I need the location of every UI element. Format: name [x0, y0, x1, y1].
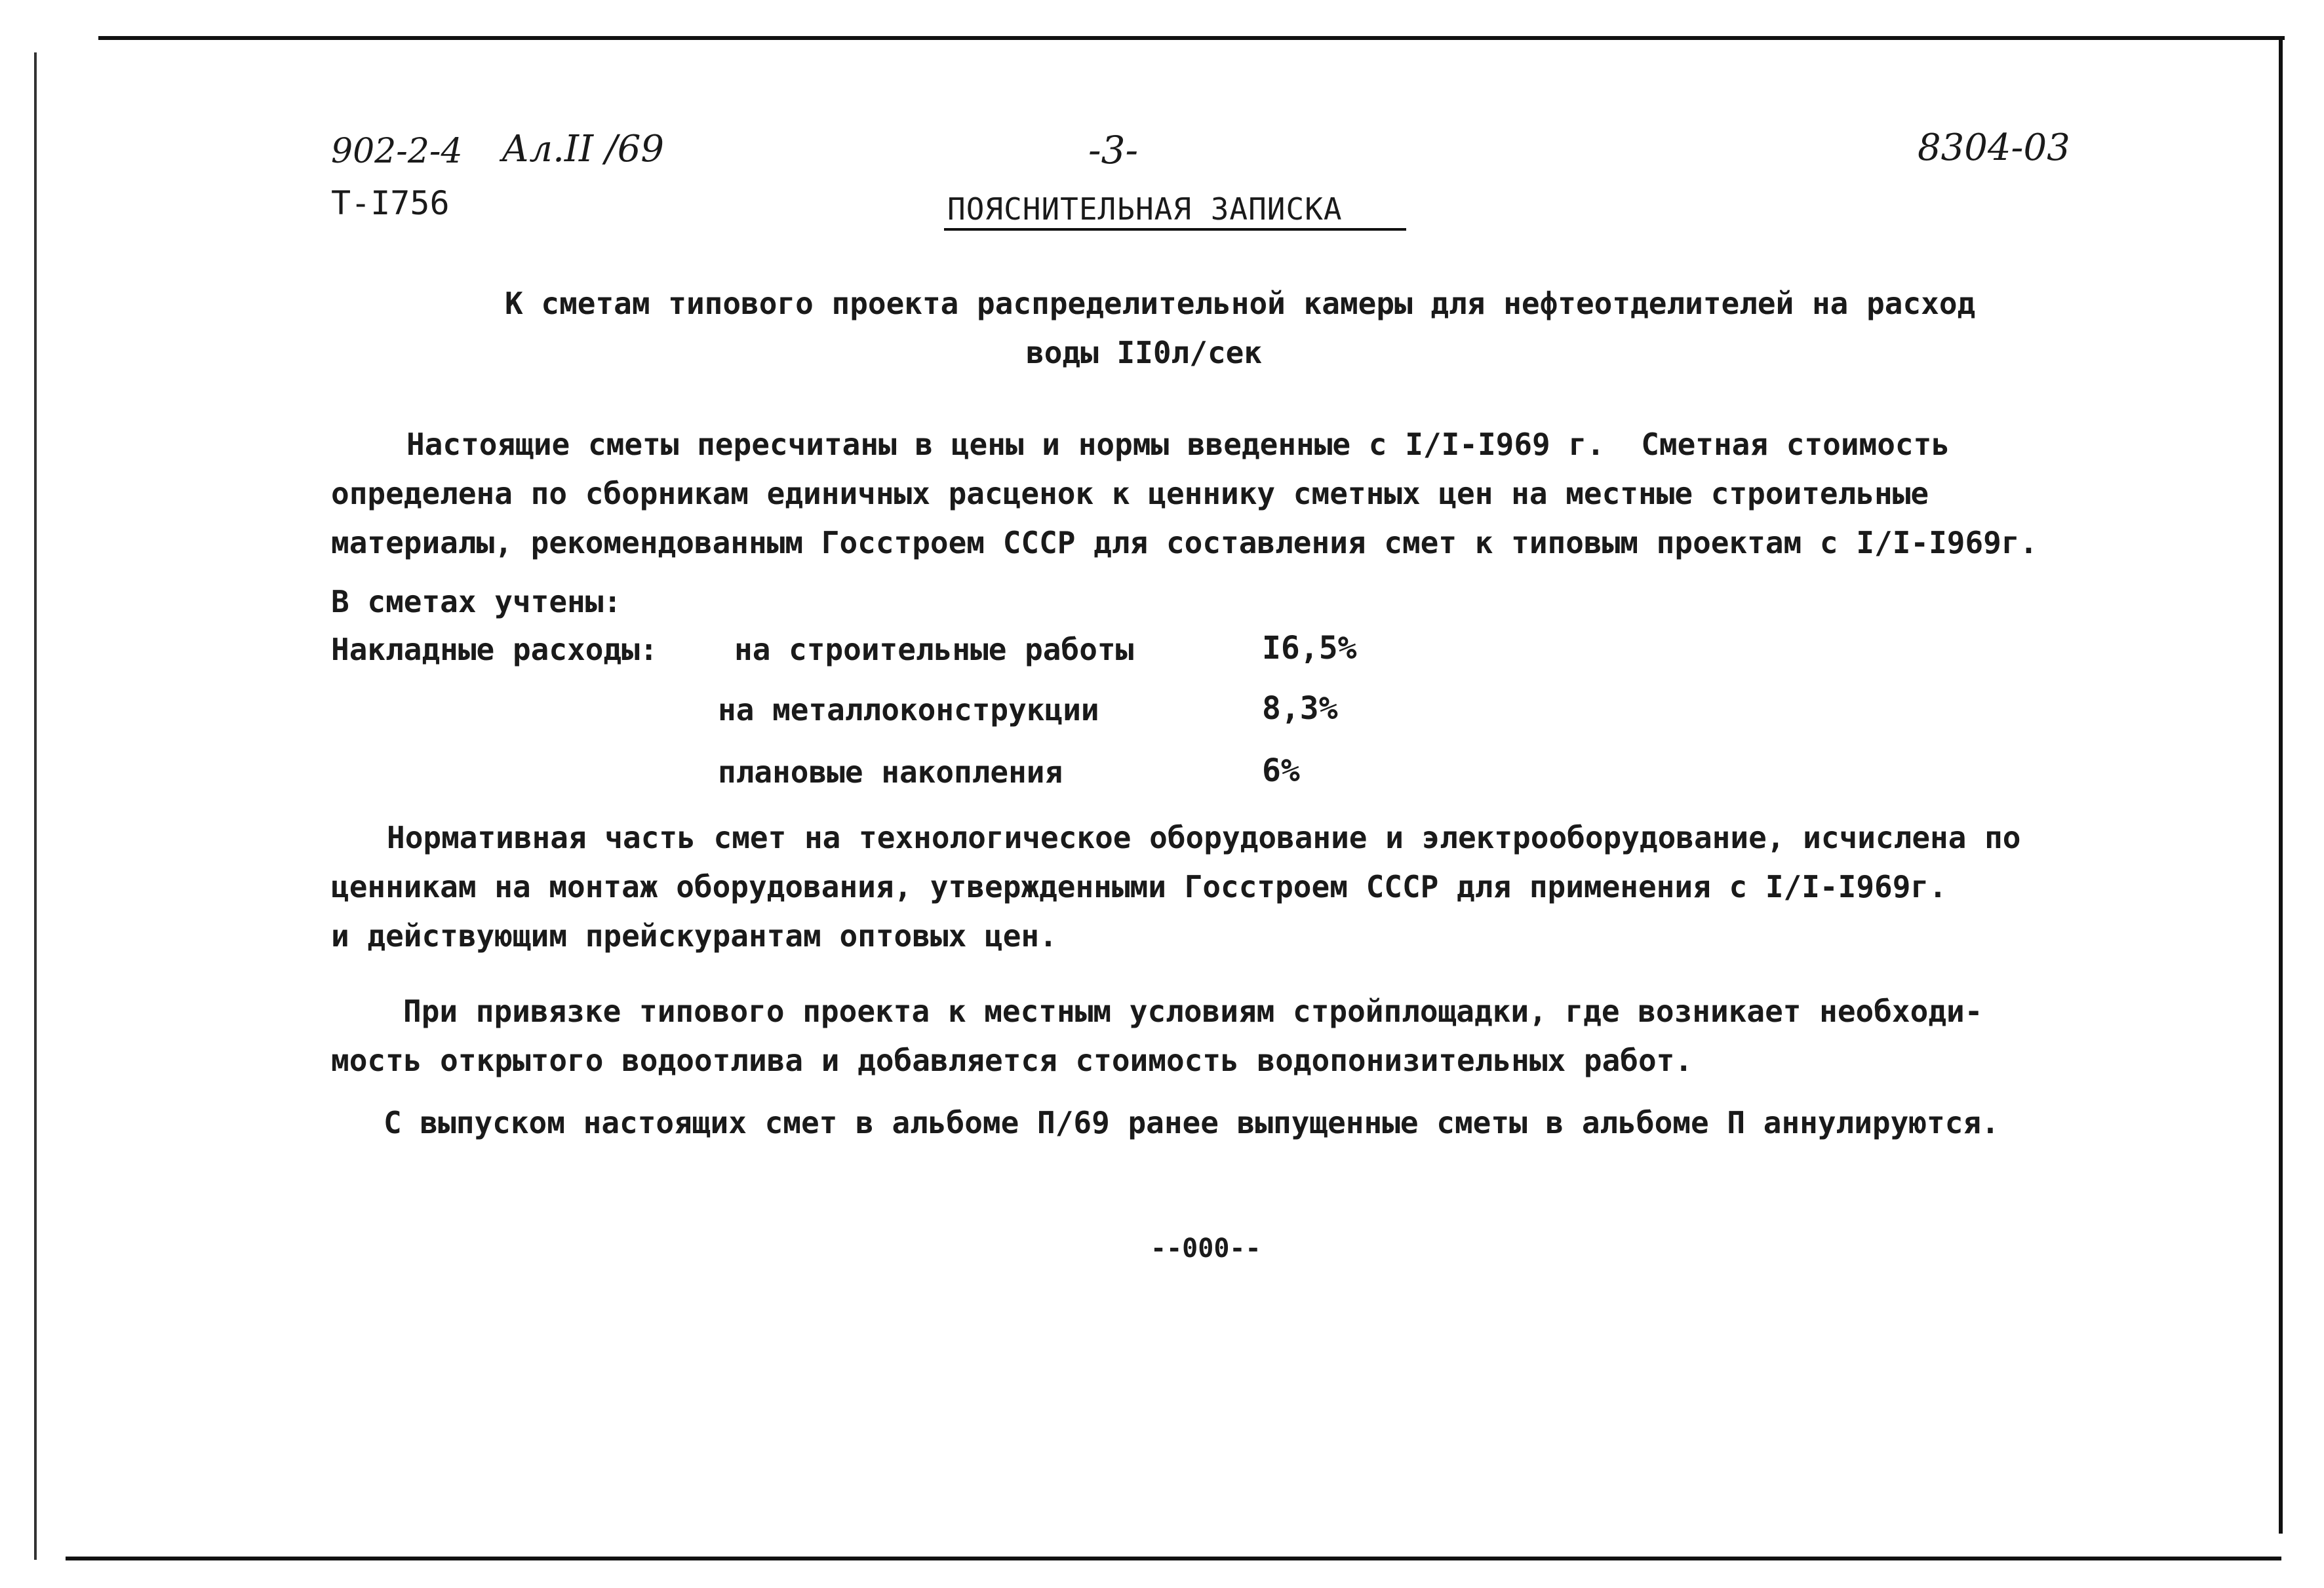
rate-name: на строительные работы	[734, 632, 1134, 667]
frame-right-border	[2279, 39, 2283, 1534]
frame-bottom-border	[66, 1557, 2281, 1560]
overhead-label: Накладные расходы:	[331, 632, 658, 667]
paragraph-1-line-2: определена по сборникам единичных расценок к ценнику сметных цен на местные строительные	[331, 476, 1929, 511]
end-mark: --000--	[1151, 1233, 1261, 1264]
paragraph-2-line-2: ценникам на монтаж оборудования, утвержденными Госстроем СССР для применения с I/I-I969г.	[331, 869, 1947, 904]
paragraph-3-line-2: мость открытого водоотлива и добавляется стоимость водопонизительных работ.	[331, 1043, 1693, 1078]
project-code: 902-2-4	[331, 132, 463, 171]
rate-name: на металлоконструкции	[718, 692, 1099, 727]
paragraph-3-line-1: При привязке типового проекта к местным условиям стройплощадки, где возникает необходи-	[403, 994, 1983, 1029]
page-number: -3-	[1088, 128, 1139, 172]
frame-top-border	[98, 36, 2285, 40]
page-title: ПОЯСНИТЕЛЬНАЯ ЗАПИСКА	[947, 191, 1343, 227]
title-underline	[944, 228, 1406, 231]
paragraph-1-line-1: Настоящие сметы пересчитаны в цены и нормы введенные с I/I-I969 г. Сметная стоимость	[406, 427, 1950, 462]
rate-value: 8,3%	[1262, 690, 1338, 727]
subtitle-line-1: К сметам типового проекта распределительной камеры для нефтеотделителей на расход	[505, 286, 1976, 321]
subtitle-line-2: воды II0л/сек	[1026, 335, 1263, 370]
frame-left-border	[34, 52, 37, 1560]
included-label: В сметах учтены:	[331, 584, 622, 619]
rate-value: 6%	[1262, 752, 1300, 789]
t-code: Т-I756	[331, 184, 450, 222]
paragraph-2-line-3: и действующим прейскурантам оптовых цен.	[331, 918, 1057, 954]
paragraph-4-line-1: С выпуском настоящих смет в альбоме П/69 ранее выпущенные сметы в альбоме П аннулируются.	[384, 1105, 1999, 1140]
document-number: 8304-03	[1918, 126, 2070, 169]
album-code: Ал.II /69	[502, 128, 665, 170]
paragraph-2-line-1: Нормативная часть смет на технологическое оборудование и электрооборудование, исчислена по	[387, 820, 2021, 855]
rate-value: I6,5%	[1262, 630, 1357, 667]
paragraph-1-line-3: материалы, рекомендованным Госстроем СССР для составления смет к типовым проектам с I/I-I969г.	[331, 525, 2038, 560]
rate-name: плановые накопления	[718, 754, 1063, 790]
